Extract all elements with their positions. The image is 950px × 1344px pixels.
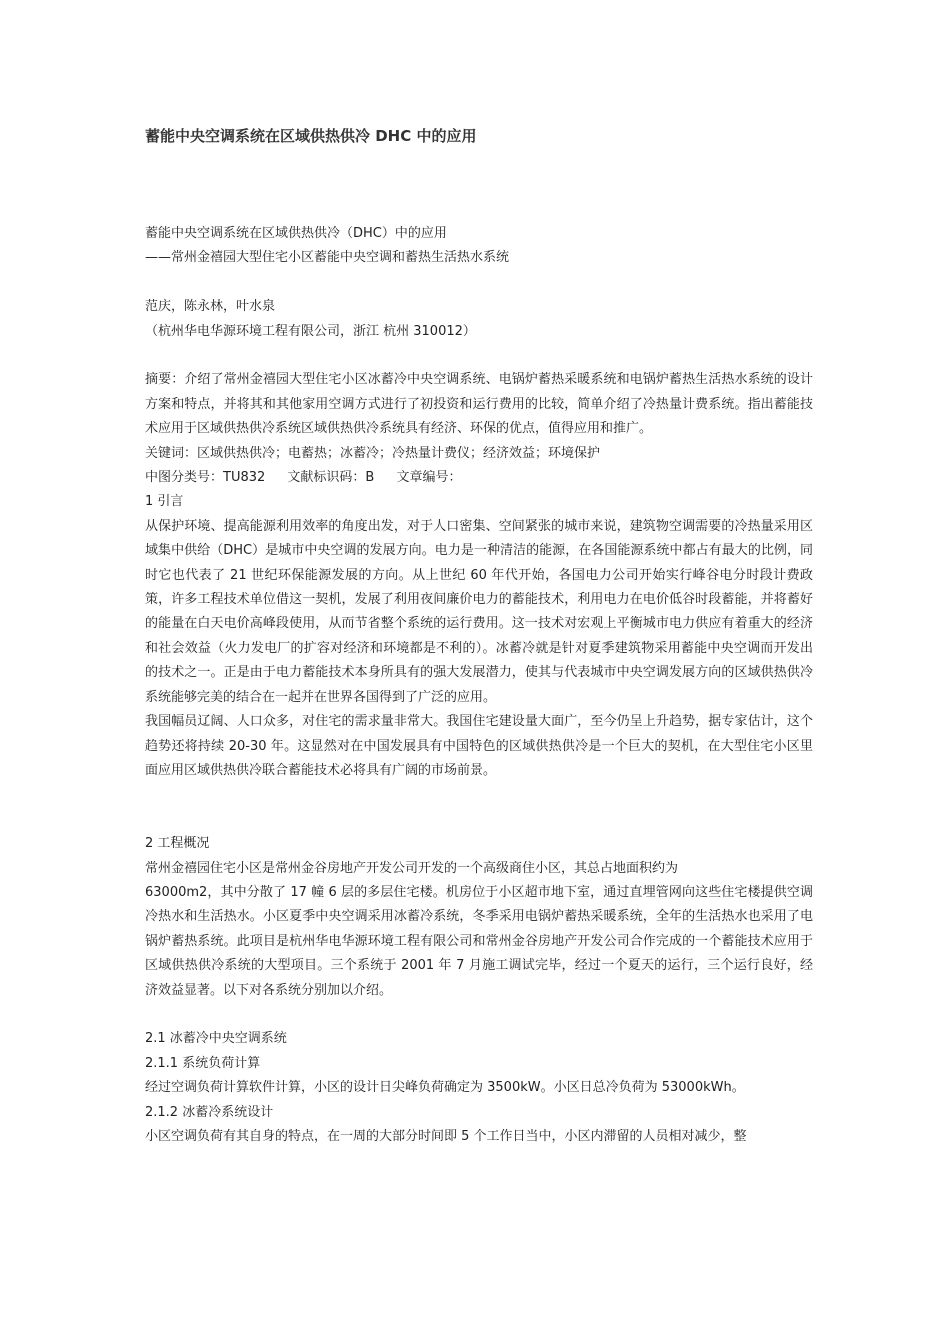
paragraph: 63000m2，其中分散了 17 幢 6 层的多层住宅楼。机房位于小区超市地下室，通过直埋管网向这些住宅楼提供空调冷热水和生活热水。小区夏季中央空调采用冰蓄冷系统，冬季采用电锅炉蓄热采暖系统，全年的生活热水也采用了电锅炉蓄热系统。此项目是杭州华电华源环境工程有限公司和常州金谷房地产开发公司合作完成的一个蓄能技术应用于区域供热供冷系统的大型项目。三个系统于 2001 年 7 月施工调试完毕，经过一个夏天的运行，三个运行良好，经济效益显著。以下对各系统分别加以介绍。	[145, 884, 813, 998]
classification-line	[145, 466, 813, 490]
subsection-heading-load-calc: 2.1.1 系统负荷计算	[145, 1055, 261, 1071]
document-body	[145, 222, 813, 1149]
paragraph-line: 常州金禧园住宅小区是常州金谷房地产开发公司开发的一个高级商住小区，其总占地面积约为	[145, 860, 679, 876]
section-heading-project-overview: 2 工程概况	[145, 836, 210, 852]
spacer	[145, 344, 813, 368]
clc-number: 中图分类号：TU832	[145, 470, 266, 486]
paragraph: 从保护环境、提高能源利用效率的角度出发，对于人口密集、空间紧张的城市来说，建筑物空调需要的冷热量采用区域集中供给（DHC）是城市中央空调的发展方向。电力是一种清洁的能源，在各国能源系统中都占有最大的比例，同时它也代表了 21 世纪环保能源发展的方向。从上世纪 60 年代开始，各国电力公司开始实行峰谷电分时段计费政策，许多工程技术单位借这一契机，发展了利用夜间廉价电力的蓄能技术，利用电力在电价低谷时段蓄能，并将蓄好的能量在白天电价高峰段使用，从而节省整个系统的运行费用。这一技术对宏观上平衡城市电力供应有着重大的经济和社会效益（火力发电厂的扩容对经济和环境都是不利的）。冰蓄冷就是针对夏季建筑物采用蓄能中央空调而开发出的技术之一。正是由于电力蓄能技术本身所具有的强大发展潜力，使其与代表城市中央空调发展方向的区域供热供冷系统能够完美的结合在一起并在世界各国得到了广泛的应用。	[145, 518, 813, 705]
article-title: 蓄能中央空调系统在区域供热供冷（DHC）中的应用	[145, 226, 447, 241]
spacer	[145, 783, 813, 832]
authors: 范庆，陈永林，叶水泉	[145, 299, 276, 315]
spacer	[145, 271, 813, 295]
spacer	[145, 1003, 813, 1027]
section-heading-introduction: 1 引言	[145, 494, 184, 510]
keywords: 关键词：区域供热供冷；电蓄热；冰蓄冷；冷热量计费仪；经济效益；环境保护	[145, 445, 601, 461]
article-subtitle: ——常州金禧园大型住宅小区蓄能中央空调和蓄热生活热水系统	[145, 250, 510, 266]
section-heading-ice-storage: 2.1 冰蓄冷中央空调系统	[145, 1031, 287, 1047]
abstract: 摘要：介绍了常州金禧园大型住宅小区冰蓄冷中央空调系统、电锅炉蓄热采暖系统和电锅炉蓄热生活热水系统的设计方案和特点，并将其和其他家用空调方式进行了初投资和运行费用的比较，简单介绍了冷热量计费系统。指出蓄能技术应用于区域供热供冷系统区域供热供冷系统具有经济、环保的优点，值得应用和推广。	[145, 372, 813, 437]
page-title: 蓄能中央空调系统在区域供热供冷 DHC 中的应用	[145, 127, 477, 145]
subsection-heading-system-design: 2.1.2 冰蓄冷系统设计	[145, 1104, 274, 1120]
article-number: 文章编号：	[396, 470, 462, 486]
paragraph: 经过空调负荷计算软件计算，小区的设计日尖峰负荷确定为 3500kW。小区日总冷负荷为 53000kWh。	[145, 1080, 745, 1096]
affiliation: （杭州华电华源环境工程有限公司，浙江 杭州 310012）	[145, 323, 476, 339]
document-code: 文献标识码：B	[287, 470, 375, 486]
paragraph: 小区空调负荷有其自身的特点，在一周的大部分时间即 5 个工作日当中，小区内滞留的人员相对减少，整	[145, 1128, 747, 1144]
paragraph: 我国幅员辽阔、人口众多，对住宅的需求量非常大。我国住宅建设量大面广，至今仍呈上升趋势，据专家估计，这个趋势还将持续 20-30 年。这显然对在中国发展具有中国特色的区域供热供冷是一个巨大的契机，在大型住宅小区里面应用区域供热供冷联合蓄能技术必将具有广阔的市场前景。	[145, 714, 813, 778]
